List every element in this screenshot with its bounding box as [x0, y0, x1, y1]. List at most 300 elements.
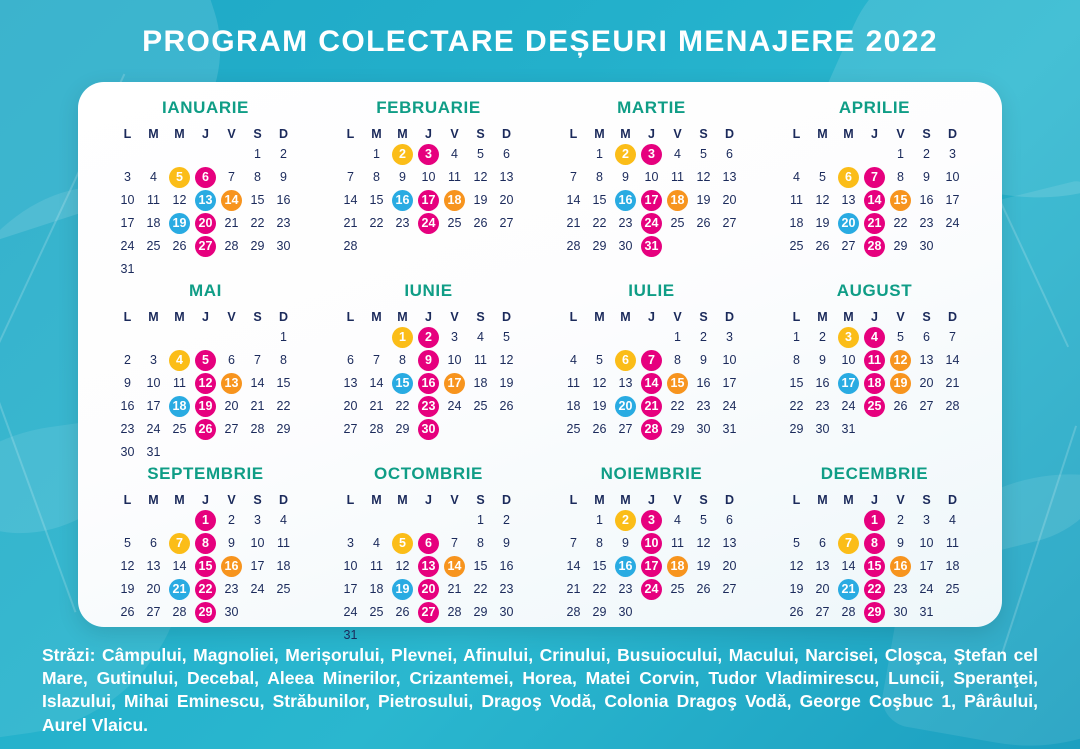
- day-cell: [587, 189, 613, 212]
- collection-day-marker: 19: [392, 579, 413, 600]
- day-number: 15: [789, 376, 804, 391]
- day-cell: [784, 395, 810, 418]
- day-cell: [416, 601, 442, 624]
- day-cell: [639, 349, 665, 372]
- day-number: 3: [254, 513, 261, 528]
- day-cell: [442, 555, 468, 578]
- day-cell: [717, 418, 743, 441]
- day-cell: [167, 372, 193, 395]
- day-number: 5: [819, 170, 826, 185]
- day-number: 7: [949, 330, 956, 345]
- day-cell: [442, 166, 468, 189]
- collection-day-marker: 7: [169, 533, 190, 554]
- day-number: 16: [276, 193, 291, 208]
- day-number: 8: [596, 170, 603, 185]
- day-cell: [494, 601, 520, 624]
- day-number: 19: [789, 582, 804, 597]
- day-cell: [141, 395, 167, 418]
- day-number: 6: [923, 330, 930, 345]
- collection-day-marker: 19: [890, 373, 911, 394]
- day-cell: [613, 578, 639, 601]
- day-cell: [442, 532, 468, 555]
- day-cell: [468, 189, 494, 212]
- day-number: 2: [503, 513, 510, 528]
- collection-day-marker: 29: [864, 602, 885, 623]
- day-number: 4: [674, 513, 681, 528]
- day-cell: [862, 509, 888, 532]
- day-cell: [862, 601, 888, 624]
- collection-day-marker: 8: [864, 533, 885, 554]
- weekday-header: D: [947, 492, 958, 507]
- empty-day-cell: [167, 509, 193, 532]
- page-title: PROGRAM COLECTARE DEȘEURI MENAJERE 2022: [142, 25, 938, 58]
- day-cell: [338, 395, 364, 418]
- day-cell: [784, 601, 810, 624]
- day-cell: [862, 326, 888, 349]
- day-cell: [364, 532, 390, 555]
- day-number: 23: [276, 216, 291, 231]
- day-number: 14: [945, 353, 960, 368]
- day-cell: [193, 532, 219, 555]
- day-number: 6: [347, 353, 354, 368]
- day-cell: [587, 235, 613, 258]
- collection-day-marker: 26: [195, 419, 216, 440]
- day-number: 19: [696, 559, 711, 574]
- day-cell: [219, 395, 245, 418]
- day-number: 27: [722, 216, 737, 231]
- weekday-header: D: [501, 309, 512, 324]
- day-cell: [587, 601, 613, 624]
- day-number: 9: [280, 170, 287, 185]
- day-number: 12: [815, 193, 830, 208]
- day-number: 6: [503, 147, 510, 162]
- weekday-header: M: [371, 309, 382, 324]
- day-cell: [561, 578, 587, 601]
- day-number: 28: [841, 605, 856, 620]
- day-cell: [338, 189, 364, 212]
- day-cell: [888, 555, 914, 578]
- day-number: 22: [893, 216, 908, 231]
- day-cell: [613, 555, 639, 578]
- empty-day-cell: [639, 601, 665, 624]
- day-number: 26: [473, 216, 488, 231]
- weekday-header: S: [253, 309, 262, 324]
- day-number: 26: [815, 239, 830, 254]
- empty-day-cell: [167, 326, 193, 349]
- day-number: 16: [499, 559, 514, 574]
- day-number: 22: [395, 399, 410, 414]
- day-cell: [115, 166, 141, 189]
- month-name: IUNIE: [404, 281, 453, 300]
- day-cell: [888, 166, 914, 189]
- day-cell: [888, 395, 914, 418]
- day-cell: [862, 395, 888, 418]
- month-block: [763, 464, 986, 647]
- day-cell: [193, 418, 219, 441]
- day-cell: [613, 349, 639, 372]
- day-number: 3: [726, 330, 733, 345]
- day-cell: [115, 258, 141, 281]
- day-number: 4: [793, 170, 800, 185]
- day-number: 11: [448, 170, 461, 185]
- weekday-header: M: [594, 309, 605, 324]
- day-cell: [193, 166, 219, 189]
- day-cell: [442, 395, 468, 418]
- day-cell: [888, 372, 914, 395]
- day-cell: [561, 395, 587, 418]
- day-cell: [271, 212, 297, 235]
- week-row: [784, 349, 966, 372]
- month-name: NOIEMBRIE: [600, 464, 703, 483]
- day-cell: [613, 372, 639, 395]
- day-cell: [416, 166, 442, 189]
- empty-day-cell: [219, 143, 245, 166]
- day-cell: [914, 189, 940, 212]
- day-number: 29: [395, 422, 410, 437]
- day-number: 19: [499, 376, 514, 391]
- day-cell: [784, 212, 810, 235]
- day-cell: [613, 212, 639, 235]
- day-cell: [940, 166, 966, 189]
- month-block: [763, 98, 986, 281]
- day-number: 8: [254, 170, 261, 185]
- week-row: [115, 555, 297, 578]
- collection-day-marker: 1: [392, 327, 413, 348]
- empty-day-cell: [561, 509, 587, 532]
- day-number: 11: [474, 353, 487, 368]
- month-block: [317, 281, 540, 464]
- day-cell: [468, 578, 494, 601]
- weekday-header: V: [450, 126, 459, 141]
- day-cell: [665, 395, 691, 418]
- day-cell: [245, 555, 271, 578]
- day-cell: [494, 372, 520, 395]
- empty-day-cell: [193, 258, 219, 281]
- month-block: [540, 281, 763, 464]
- day-cell: [115, 418, 141, 441]
- day-number: 13: [815, 559, 830, 574]
- day-cell: [271, 395, 297, 418]
- collection-day-marker: 17: [641, 556, 662, 577]
- month-calendar-table: [338, 490, 520, 647]
- collection-day-marker: 20: [838, 213, 859, 234]
- collection-day-marker: 1: [864, 510, 885, 531]
- empty-day-cell: [717, 235, 743, 258]
- day-cell: [784, 166, 810, 189]
- day-cell: [442, 143, 468, 166]
- day-cell: [338, 235, 364, 258]
- weekday-header: M: [594, 492, 605, 507]
- day-cell: [416, 395, 442, 418]
- day-cell: [587, 532, 613, 555]
- week-row: [338, 372, 520, 395]
- day-cell: [219, 189, 245, 212]
- week-row: [338, 143, 520, 166]
- month-name: AUGUST: [836, 281, 913, 300]
- day-cell: [836, 349, 862, 372]
- collection-day-marker: 23: [418, 396, 439, 417]
- weekday-header: S: [922, 126, 931, 141]
- day-number: 24: [945, 216, 960, 231]
- empty-day-cell: [364, 326, 390, 349]
- day-number: 3: [124, 170, 131, 185]
- day-cell: [468, 601, 494, 624]
- collection-day-marker: 3: [641, 144, 662, 165]
- day-number: 5: [503, 330, 510, 345]
- day-cell: [494, 326, 520, 349]
- week-row: [115, 189, 297, 212]
- day-cell: [219, 555, 245, 578]
- weekday-header: M: [148, 492, 159, 507]
- day-cell: [691, 143, 717, 166]
- collection-day-marker: 24: [418, 213, 439, 234]
- day-number: 24: [722, 399, 737, 414]
- day-number: 15: [369, 193, 384, 208]
- day-cell: [561, 235, 587, 258]
- day-cell: [115, 189, 141, 212]
- day-cell: [862, 532, 888, 555]
- weekday-header: J: [202, 309, 209, 324]
- day-cell: [587, 143, 613, 166]
- week-row: [338, 601, 520, 624]
- day-cell: [338, 372, 364, 395]
- day-cell: [940, 349, 966, 372]
- day-number: 1: [596, 147, 603, 162]
- day-cell: [141, 212, 167, 235]
- week-row: [115, 441, 297, 464]
- day-number: 28: [566, 239, 581, 254]
- day-number: 30: [815, 422, 830, 437]
- day-cell: [364, 349, 390, 372]
- week-row: [784, 601, 966, 624]
- weekday-header: M: [397, 309, 408, 324]
- months-grid: [78, 88, 1002, 643]
- empty-day-cell: [468, 235, 494, 258]
- empty-day-cell: [193, 326, 219, 349]
- day-cell: [613, 143, 639, 166]
- collection-day-marker: 6: [195, 167, 216, 188]
- day-number: 3: [923, 513, 930, 528]
- day-cell: [271, 372, 297, 395]
- collection-day-marker: 14: [641, 373, 662, 394]
- day-number: 5: [700, 147, 707, 162]
- empty-day-cell: [167, 143, 193, 166]
- week-row: [115, 509, 297, 532]
- day-number: 1: [596, 513, 603, 528]
- week-row: [115, 212, 297, 235]
- day-number: 28: [172, 605, 187, 620]
- day-cell: [665, 212, 691, 235]
- weekday-header-row: [561, 490, 743, 509]
- empty-day-cell: [245, 601, 271, 624]
- day-number: 27: [343, 422, 358, 437]
- day-cell: [587, 509, 613, 532]
- day-cell: [613, 532, 639, 555]
- day-number: 12: [473, 170, 488, 185]
- day-number: 7: [228, 170, 235, 185]
- day-number: 30: [618, 239, 633, 254]
- day-number: 11: [173, 376, 186, 391]
- day-cell: [587, 418, 613, 441]
- day-number: 6: [150, 536, 157, 551]
- day-cell: [639, 532, 665, 555]
- week-row: [561, 578, 743, 601]
- day-number: 3: [150, 353, 157, 368]
- day-cell: [193, 509, 219, 532]
- day-cell: [193, 395, 219, 418]
- month-name: MARTIE: [617, 98, 686, 117]
- day-number: 27: [146, 605, 161, 620]
- collection-day-marker: 2: [615, 510, 636, 531]
- empty-day-cell: [416, 235, 442, 258]
- week-row: [561, 532, 743, 555]
- day-cell: [914, 395, 940, 418]
- collection-day-marker: 11: [864, 350, 885, 371]
- collection-day-marker: 18: [864, 373, 885, 394]
- week-row: [784, 532, 966, 555]
- day-number: 26: [120, 605, 135, 620]
- day-cell: [784, 189, 810, 212]
- day-cell: [390, 601, 416, 624]
- day-cell: [914, 326, 940, 349]
- day-cell: [691, 418, 717, 441]
- day-number: 7: [254, 353, 261, 368]
- day-cell: [836, 395, 862, 418]
- day-cell: [468, 349, 494, 372]
- weekday-header: S: [699, 126, 708, 141]
- collection-day-marker: 22: [864, 579, 885, 600]
- month-calendar-table: [115, 307, 297, 464]
- day-number: 2: [819, 330, 826, 345]
- day-cell: [167, 212, 193, 235]
- weekday-header: V: [227, 309, 236, 324]
- day-cell: [245, 509, 271, 532]
- day-cell: [888, 212, 914, 235]
- day-number: 29: [250, 239, 265, 254]
- day-cell: [665, 532, 691, 555]
- day-number: 20: [499, 193, 514, 208]
- empty-day-cell: [141, 509, 167, 532]
- weekday-header: D: [501, 126, 512, 141]
- weekday-header: M: [817, 126, 828, 141]
- day-number: 30: [893, 605, 908, 620]
- week-row: [115, 166, 297, 189]
- empty-day-cell: [862, 143, 888, 166]
- week-row: [338, 166, 520, 189]
- day-number: 30: [919, 239, 934, 254]
- day-cell: [691, 212, 717, 235]
- week-row: [561, 418, 743, 441]
- day-number: 10: [841, 353, 856, 368]
- day-cell: [468, 212, 494, 235]
- day-number: 13: [919, 353, 934, 368]
- day-number: 3: [949, 147, 956, 162]
- weekday-header: L: [792, 309, 801, 324]
- day-cell: [115, 235, 141, 258]
- week-row: [561, 235, 743, 258]
- day-cell: [416, 326, 442, 349]
- collection-day-marker: 5: [392, 533, 413, 554]
- day-number: 24: [120, 239, 135, 254]
- day-number: 17: [250, 559, 265, 574]
- day-number: 14: [841, 559, 856, 574]
- day-number: 5: [793, 536, 800, 551]
- day-number: 26: [592, 422, 607, 437]
- day-cell: [717, 372, 743, 395]
- day-cell: [639, 555, 665, 578]
- day-cell: [193, 372, 219, 395]
- collection-day-marker: 4: [169, 350, 190, 371]
- collection-day-marker: 3: [838, 327, 859, 348]
- day-cell: [613, 189, 639, 212]
- day-number: 17: [722, 376, 737, 391]
- day-number: 24: [146, 422, 161, 437]
- day-cell: [665, 418, 691, 441]
- day-number: 3: [347, 536, 354, 551]
- day-number: 8: [373, 170, 380, 185]
- day-cell: [561, 555, 587, 578]
- day-cell: [141, 235, 167, 258]
- day-cell: [561, 166, 587, 189]
- day-number: 9: [399, 170, 406, 185]
- day-number: 14: [250, 376, 265, 391]
- week-row: [561, 372, 743, 395]
- day-number: 23: [696, 399, 711, 414]
- weekday-header: M: [843, 492, 854, 507]
- collection-day-marker: 21: [169, 579, 190, 600]
- day-cell: [390, 349, 416, 372]
- day-number: 23: [919, 216, 934, 231]
- weekday-header: V: [673, 126, 682, 141]
- day-cell: [639, 235, 665, 258]
- day-cell: [193, 578, 219, 601]
- weekday-header: J: [871, 126, 878, 141]
- week-row: [784, 189, 966, 212]
- day-cell: [193, 601, 219, 624]
- day-number: 14: [566, 193, 581, 208]
- weekday-header: M: [371, 126, 382, 141]
- day-number: 1: [280, 330, 287, 345]
- weekday-header: V: [227, 126, 236, 141]
- empty-day-cell: [639, 326, 665, 349]
- day-cell: [665, 349, 691, 372]
- day-cell: [940, 189, 966, 212]
- day-number: 12: [120, 559, 135, 574]
- day-cell: [691, 395, 717, 418]
- weekday-header-row: [784, 490, 966, 509]
- day-number: 22: [473, 582, 488, 597]
- day-number: 12: [696, 170, 711, 185]
- day-cell: [167, 395, 193, 418]
- day-number: 24: [447, 399, 462, 414]
- day-cell: [691, 326, 717, 349]
- week-row: [561, 212, 743, 235]
- collection-day-marker: 5: [195, 350, 216, 371]
- day-cell: [219, 166, 245, 189]
- day-number: 27: [722, 582, 737, 597]
- day-cell: [639, 395, 665, 418]
- day-cell: [468, 143, 494, 166]
- day-cell: [494, 509, 520, 532]
- day-number: 8: [897, 170, 904, 185]
- empty-day-cell: [193, 441, 219, 464]
- day-number: 28: [945, 399, 960, 414]
- day-cell: [115, 349, 141, 372]
- weekday-header: L: [123, 492, 132, 507]
- empty-day-cell: [390, 235, 416, 258]
- day-cell: [416, 212, 442, 235]
- weekday-header: L: [346, 309, 355, 324]
